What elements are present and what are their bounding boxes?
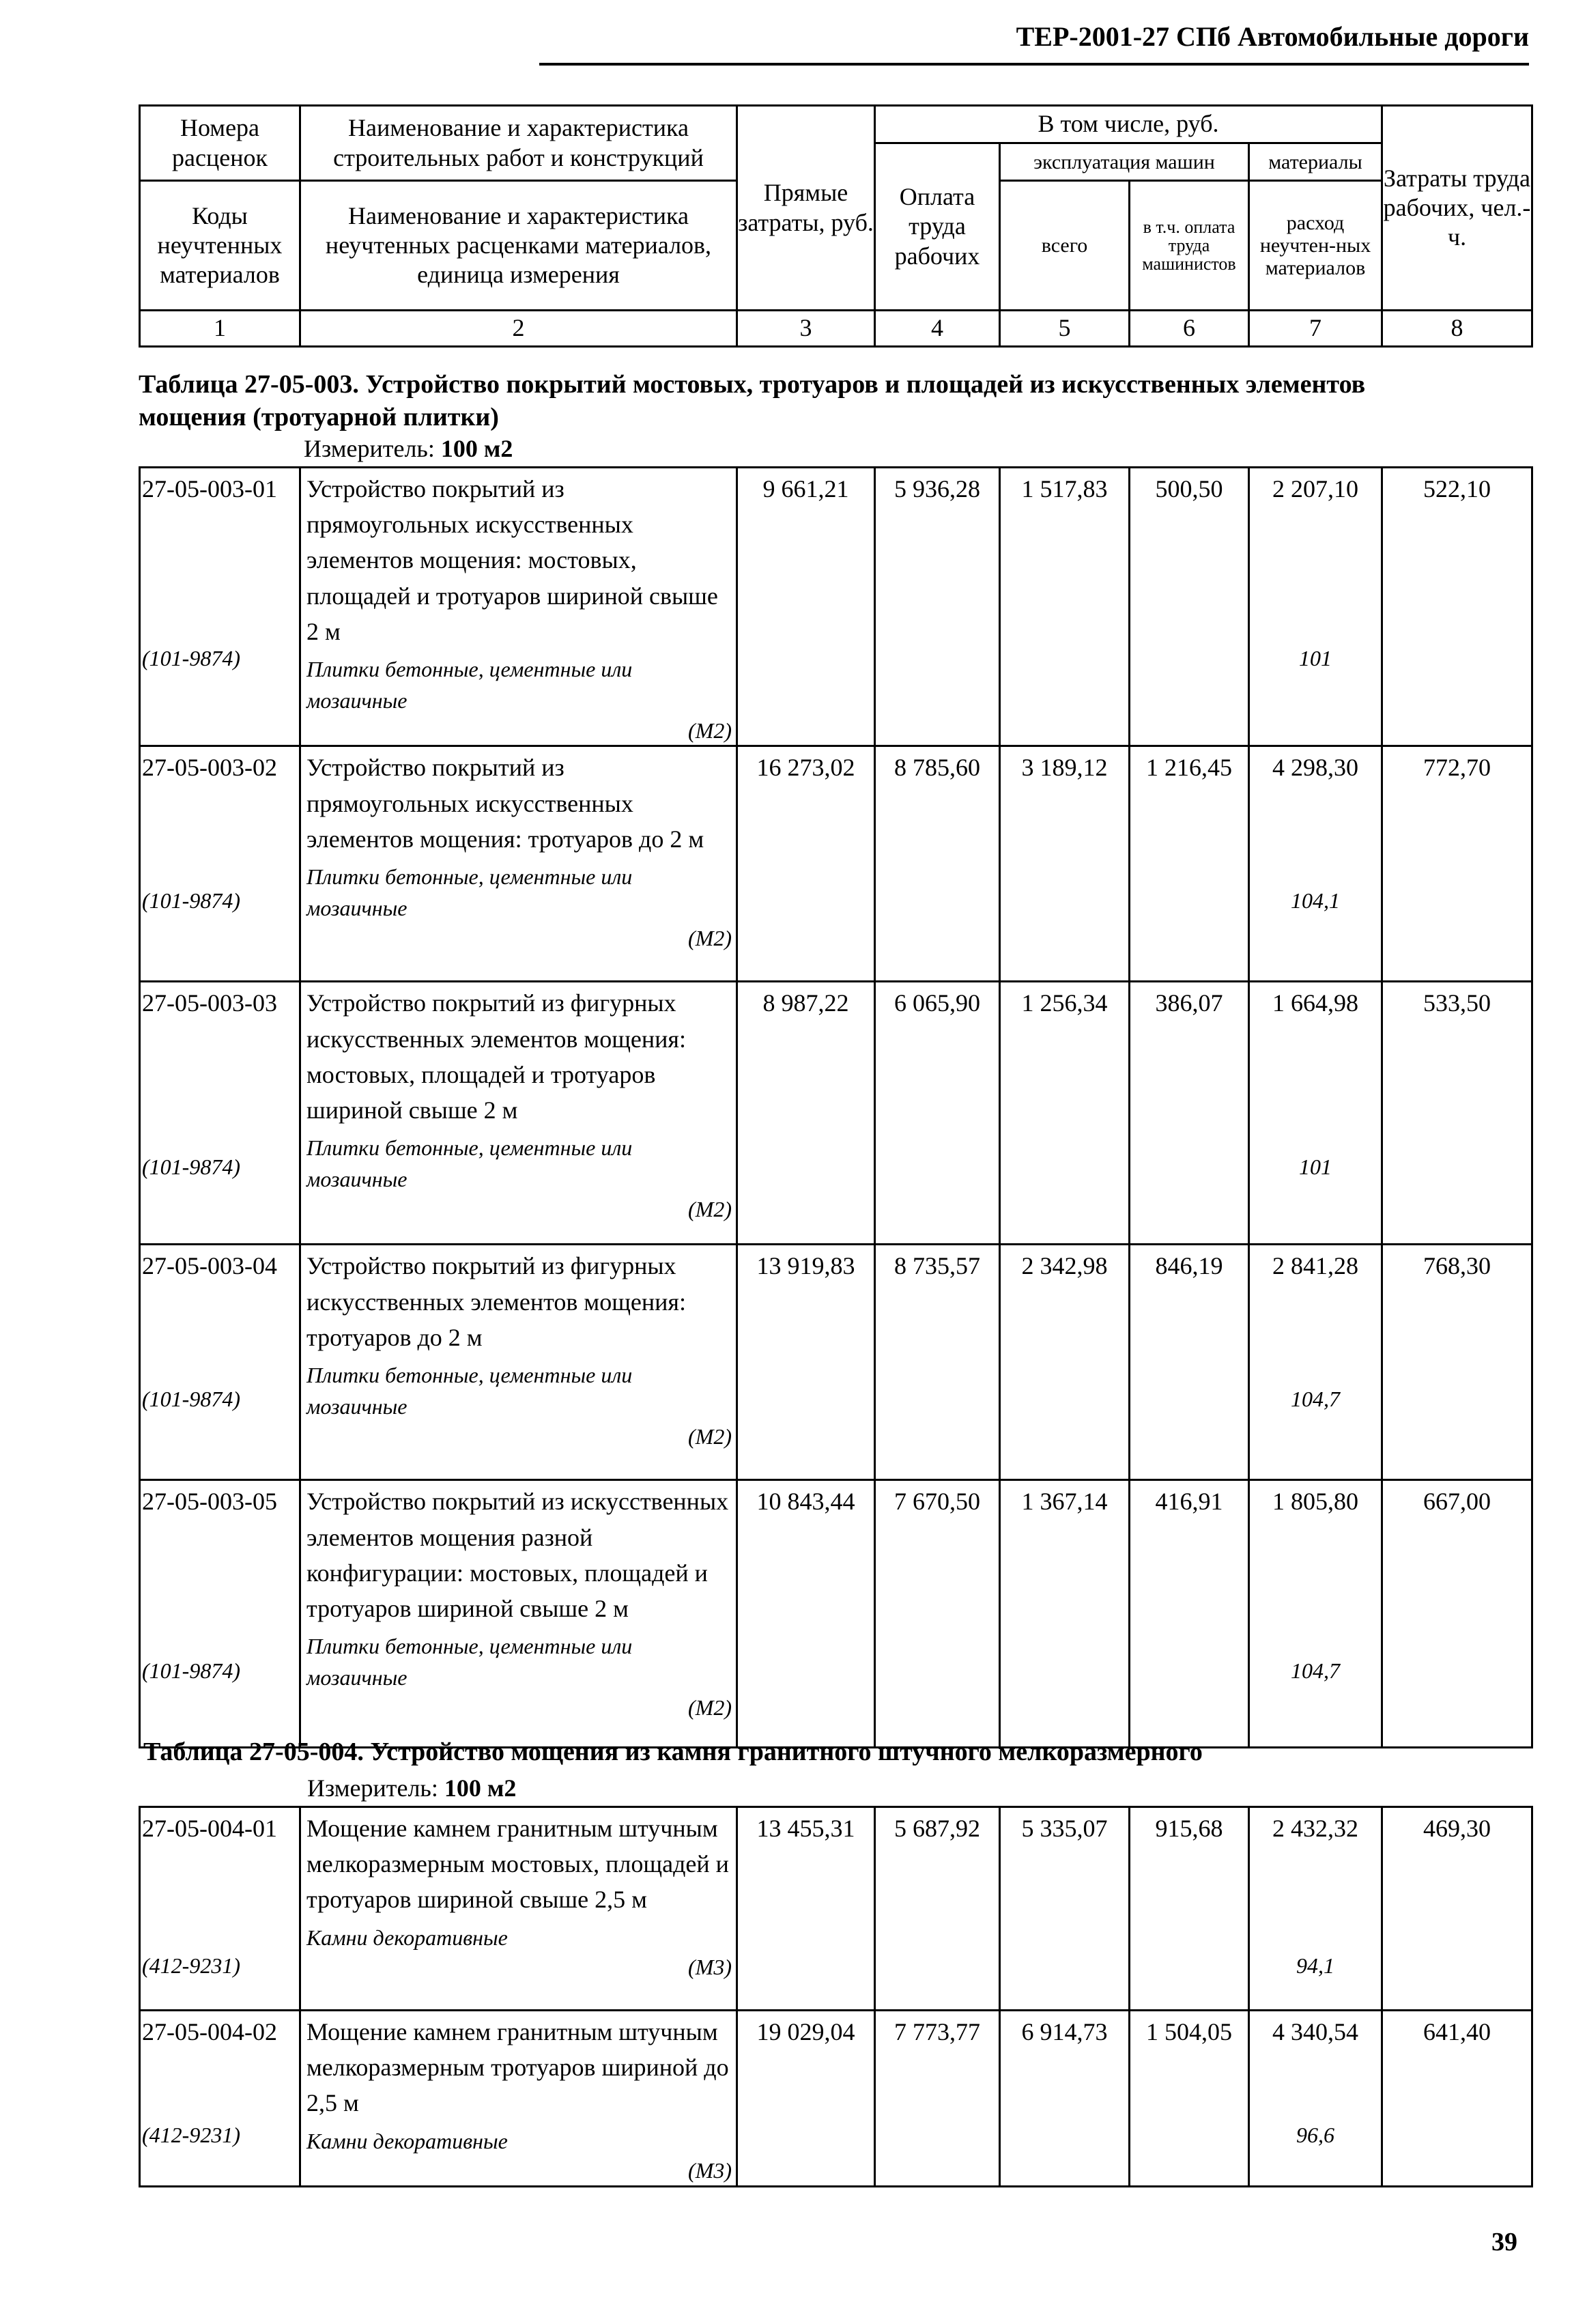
rates-table-27-05-004 [139,1806,1533,2187]
col8-header: Затраты труда рабочих, чел.-ч. [1382,106,1532,311]
material-consumption: 104,7 [1291,1387,1340,1412]
material-unit: (М3) [688,1954,732,1979]
col5-header: всего [1000,181,1130,311]
material-code: (101-9874) [142,1387,240,1412]
materials-cost: 2 841,28 [1272,1252,1358,1280]
col-number: 3 [737,311,875,347]
table-label: Таблица 27-05-003. [139,370,359,399]
labor-hours: 667,00 [1382,1480,1532,1748]
col-number: 6 [1130,311,1249,347]
rate-code-cell [140,982,300,1245]
materials-cell [1249,982,1382,1245]
table-label: Таблица 27-05-004. [143,1738,364,1766]
machines-cost: 5 335,07 [1000,1807,1130,2011]
direct-cost: 13 455,31 [737,1807,875,2011]
rates-table-27-05-003 [139,466,1533,1748]
material-consumption: 101 [1299,1154,1332,1180]
rate-code: 27-05-004-02 [142,2018,277,2045]
operators-labor-cost: 1 504,05 [1130,2011,1249,2187]
table-row [140,1807,1532,2011]
labor-hours: 469,30 [1382,1807,1532,2011]
rate-code: 27-05-003-03 [142,989,277,1017]
materials-cell [1249,2011,1382,2187]
table-row [140,982,1532,1245]
rate-code: 27-05-003-05 [142,1488,277,1516]
table-row [140,746,1532,982]
rate-code-cell [140,468,300,746]
measure-value: 100 м2 [440,435,513,462]
materials-cell [1249,746,1382,982]
materials-cell [1249,1245,1382,1480]
materials-cell [1249,1807,1382,2011]
materials-cost: 1 805,80 [1272,1488,1358,1516]
direct-cost: 9 661,21 [737,468,875,746]
material-name: Плитки бетонные, цементные или мозаичные [306,1362,633,1419]
machines-cost: 2 342,98 [1000,1245,1130,1480]
work-description: Устройство покрытий из фигурных искусственных элементов мощения: тротуаров до 2 м [306,1252,686,1351]
materials-cost: 4 298,30 [1272,754,1358,782]
direct-cost: 19 029,04 [737,2011,875,2187]
measure [304,434,513,463]
labor-cost: 7 670,50 [875,1480,1000,1748]
labor-hours: 641,40 [1382,2011,1532,2187]
machines-cost: 1 367,14 [1000,1480,1130,1748]
labor-hours: 522,10 [1382,468,1532,746]
rate-code: 27-05-003-01 [142,475,277,502]
description-cell [300,1807,737,2011]
material-unit: (М2) [688,925,732,950]
col2-header-top: Наименование и характеристика строительных работ и конструкций [300,106,737,181]
description-cell [300,1245,737,1480]
operators-labor-cost: 915,68 [1130,1807,1249,2011]
operators-labor-cost: 500,50 [1130,468,1249,746]
material-name: Камни декоративные [306,1925,508,1950]
material-consumption: 96,6 [1296,2123,1334,2147]
direct-cost: 8 987,22 [737,982,875,1245]
materials-header: материалы [1249,143,1382,181]
measure-label: Измеритель: [304,435,435,462]
labor-cost: 5 687,92 [875,1807,1000,2011]
col-number: 7 [1249,311,1382,347]
col-number: 8 [1382,311,1532,347]
operators-labor-cost: 1 216,45 [1130,746,1249,982]
col-number: 1 [140,311,300,347]
rate-code-cell [140,746,300,982]
work-description: Устройство покрытий из прямоугольных искусственных элементов мощения: тротуаров до 2 м [306,754,704,853]
col7-header: расход неучтен-ных материалов [1249,181,1382,311]
table-row [140,468,1532,746]
rate-code: 27-05-003-02 [142,754,277,782]
materials-cost: 4 340,54 [1272,2018,1358,2045]
col1-header-bottom: Коды неучтенных материалов [140,181,300,311]
material-name: Плитки бетонные, цементные или мозаичные [306,1135,633,1192]
material-unit: (М2) [688,1695,732,1720]
material-code: (412-9231) [142,2123,240,2147]
rate-code: 27-05-004-01 [142,1815,277,1842]
material-unit: (М2) [688,718,732,743]
col2-header-bottom: Наименование и характеристика неучтенных расценками материалов, единица измерения [300,181,737,311]
direct-cost: 16 273,02 [737,746,875,982]
materials-cost: 2 432,32 [1272,1815,1358,1842]
labor-hours: 772,70 [1382,746,1532,982]
material-code: (412-9231) [142,1953,240,1978]
material-consumption: 94,1 [1296,1953,1334,1978]
page-number: 39 [1491,2228,1517,2256]
rate-code: 27-05-003-04 [142,1252,277,1280]
material-consumption: 104,7 [1291,1658,1340,1684]
col3-header: Прямые затраты, руб. [737,106,875,311]
description-cell [300,982,737,1245]
work-description: Мощение камнем гранитным штучным мелкоразмерным тротуаров шириной до 2,5 м [306,2018,729,2117]
col4-header: Оплата труда рабочих [875,143,1000,311]
materials-cell [1249,468,1382,746]
work-description: Устройство покрытий из искусственных элементов мощения разной конфигурации: мостовых, площадей и тротуаров шириной свыше 2 м [306,1488,729,1622]
material-code: (101-9874) [142,888,240,913]
material-unit: (М2) [688,1423,732,1449]
material-code: (101-9874) [142,646,240,670]
description-cell [300,746,737,982]
table-row [140,2011,1532,2187]
table-row [140,1480,1532,1748]
materials-cell [1249,1480,1382,1748]
labor-hours: 533,50 [1382,982,1532,1245]
machines-cost: 3 189,12 [1000,746,1130,982]
group-header: В том числе, руб. [875,106,1382,143]
materials-cost: 1 664,98 [1272,989,1358,1017]
material-consumption: 104,1 [1291,888,1340,913]
direct-cost: 10 843,44 [737,1480,875,1748]
machines-header: эксплуатация машин [1000,143,1249,181]
labor-cost: 6 065,90 [875,982,1000,1245]
labor-cost: 5 936,28 [875,468,1000,746]
work-description: Устройство покрытий из фигурных искусственных элементов мощения: мостовых, площадей и тротуаров шириной свыше 2 м [306,989,686,1124]
machines-cost: 6 914,73 [1000,2011,1130,2187]
material-code: (101-9874) [142,1154,240,1180]
page-header: ТЕР-2001-27 СПб Автомобильные дороги [1016,21,1529,52]
material-name: Камни декоративные [306,2128,508,2153]
operators-labor-cost: 846,19 [1130,1245,1249,1480]
measure-label: Измеритель: [307,1774,438,1802]
rate-code-cell [140,2011,300,2187]
table-caption [143,1736,1474,1769]
table-row [140,1245,1532,1480]
operators-labor-cost: 386,07 [1130,982,1249,1245]
col1-header-top: Номера расценок [140,106,300,181]
measure-value: 100 м2 [444,1774,517,1802]
material-consumption: 101 [1299,646,1332,670]
labor-cost: 7 773,77 [875,2011,1000,2187]
table-title: Устройство мощения из камня гранитного штучного мелкоразмерного [370,1738,1203,1766]
col-number: 5 [1000,311,1130,347]
rate-code-cell [140,1807,300,2011]
rate-code-cell [140,1480,300,1748]
material-name: Плитки бетонные, цементные или мозаичные [306,864,633,921]
material-unit: (М3) [688,2157,732,2183]
header-rule [539,63,1529,66]
work-description: Устройство покрытий из прямоугольных искусственных элементов мощения: мостовых, площадей и тротуаров шириной свыше 2 м [306,475,718,645]
work-description: Мощение камнем гранитным штучным мелкоразмерным мостовых, площадей и тротуаров шириной свыше 2,5 м [306,1815,729,1914]
col-number: 2 [300,311,737,347]
material-name: Плитки бетонные, цементные или мозаичные [306,1634,633,1690]
machines-cost: 1 256,34 [1000,982,1130,1245]
description-cell [300,1480,737,1748]
col-number: 4 [875,311,1000,347]
labor-hours: 768,30 [1382,1245,1532,1480]
machines-cost: 1 517,83 [1000,468,1130,746]
labor-cost: 8 785,60 [875,746,1000,982]
table-title: Устройство покрытий мостовых, тротуаров и площадей из искусственных элементов мощения (тротуарной плитки) [139,370,1366,431]
description-cell [300,468,737,746]
rate-code-cell [140,1245,300,1480]
direct-cost: 13 919,83 [737,1245,875,1480]
material-name: Плитки бетонные, цементные или мозаичные [306,656,633,713]
labor-cost: 8 735,57 [875,1245,1000,1480]
measure [307,1774,516,1802]
material-code: (101-9874) [142,1658,240,1684]
material-unit: (М2) [688,1196,732,1221]
col6-header: в т.ч. оплата труда машинистов [1130,181,1249,311]
table-caption [139,369,1435,434]
column-header-table [139,104,1533,348]
materials-cost: 2 207,10 [1272,475,1358,502]
operators-labor-cost: 416,91 [1130,1480,1249,1748]
description-cell [300,2011,737,2187]
